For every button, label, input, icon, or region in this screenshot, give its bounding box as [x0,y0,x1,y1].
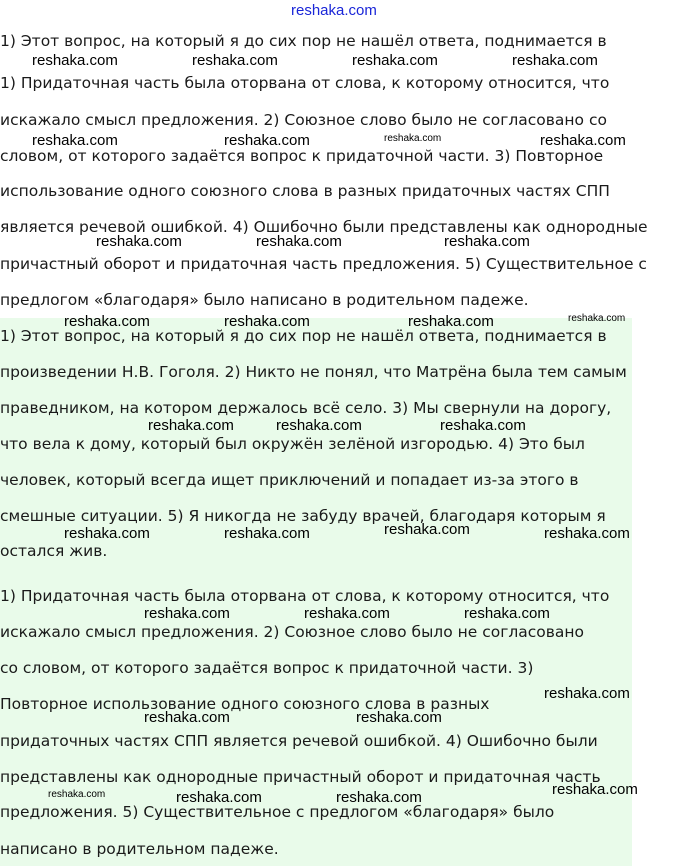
text-line: со словом, от которого задаётся вопрос к придаточной части. 3) [0,659,534,677]
watermark: reshaka.com [544,685,630,702]
watermark: reshaka.com [256,233,342,250]
watermark: reshaka.com [96,233,182,250]
watermark: reshaka.com [552,781,638,798]
text-line: праведником, на котором держалось всё село. 3) Мы свернули на дорогу, [0,399,612,417]
text-line: искажало смысл предложения. 2) Союзное слово было не согласовано со [0,111,607,129]
watermark: reshaka.com [544,525,630,542]
watermark: reshaka.com [304,605,390,622]
watermark: reshaka.com [32,52,118,69]
text-line: использование одного союзного слова в разных придаточных частях СПП [0,182,610,200]
watermark: reshaka.com [440,417,526,434]
text-line: придаточных частях СПП является речевой ошибкой. 4) Ошибочно были [0,732,598,750]
watermark: reshaka.com [192,52,278,69]
text-line: причастный оборот и придаточная часть предложения. 5) Существительное с [0,255,647,273]
watermark: reshaka.com [384,133,442,144]
text-line: остался жив. [0,542,108,560]
text-line: искажало смысл предложения. 2) Союзное слово было не согласовано [0,623,585,641]
text-line: произведении Н.В. Гоголя. 2) Никто не понял, что Матрёна была тем самым [0,363,627,381]
watermark: reshaka.com [444,233,530,250]
watermark: reshaka.com [224,313,310,330]
text-line: предложения. 5) Существительное с предлогом «благодаря» было [0,803,555,821]
watermark: reshaka.com [144,709,230,726]
watermark: reshaka.com [144,605,230,622]
text-line: 1) Придаточная часть была оторвана от слова, к которому относится, что [0,74,610,92]
text-line: является речевой ошибкой. 4) Ошибочно были представлены как однородные [0,218,648,236]
watermark: reshaka.com [384,521,470,538]
watermark: reshaka.com [276,417,362,434]
watermark: reshaka.com [148,417,234,434]
watermark: reshaka.com [568,313,626,324]
watermark: reshaka.com [176,789,262,806]
watermark: reshaka.com [336,789,422,806]
watermark: reshaka.com [224,132,310,149]
text-line: написано в родительном падеже. [0,840,279,858]
watermark: reshaka.com [352,52,438,69]
watermark: reshaka.com [464,605,550,622]
watermark: reshaka.com [32,132,118,149]
text-line: что вела к дому, который был окружён зелёной изгородью. 4) Это был [0,435,585,453]
text-line: словом, от которого задаётся вопрос к придаточной части. 3) Повторное [0,147,604,165]
watermark: reshaka.com [48,789,106,800]
watermark: reshaka.com [64,313,150,330]
watermark: reshaka.com [408,313,494,330]
watermark: reshaka.com [540,132,626,149]
watermark: reshaka.com [64,525,150,542]
text-line: 1) Этот вопрос, на который я до сих пор не нашёл ответа, поднимается в [0,32,607,50]
watermark: reshaka.com [224,525,310,542]
watermark: reshaka.com [512,52,598,69]
text-line: 1) Этот вопрос, на который я до сих пор не нашёл ответа, поднимается в [0,327,607,345]
text-line: представлены как однородные причастный оборот и придаточная часть [0,768,601,786]
text-line: Повторное использование одного союзного слова в разных [0,695,490,713]
text-line: смешные ситуации. 5) Я никогда не забуду врачей, благодаря которым я [0,507,606,525]
text-line: человек, который всегда ищет приключений и попадает из-за этого в [0,471,579,489]
text-line: предлогом «благодаря» было написано в родительном падеже. [0,291,529,309]
watermark: reshaka.com [356,709,442,726]
watermark: reshaka.com [291,2,377,19]
text-line: 1) Придаточная часть была оторвана от слова, к которому относится, что [0,587,610,605]
